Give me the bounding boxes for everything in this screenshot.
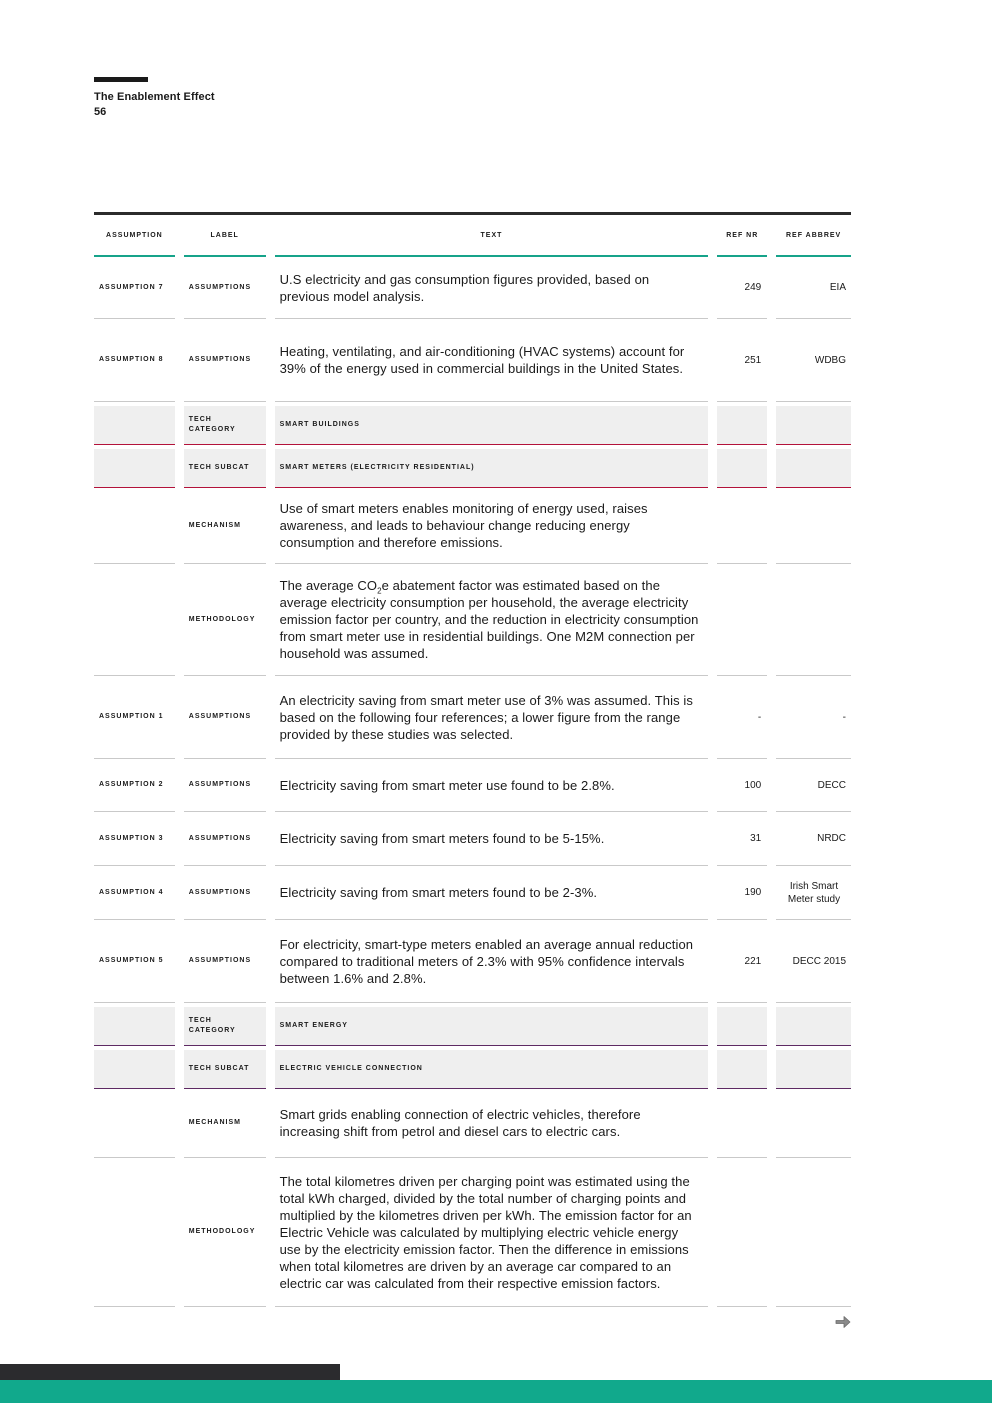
ref-nr-cell: 249	[744, 282, 762, 293]
table-row	[94, 759, 851, 812]
label-cell: ASSUMPTIONS	[188, 713, 252, 720]
ref-abbrev-cell: -	[842, 711, 846, 723]
text-cell: Electricity saving from smart meters found to be 2-3%.	[279, 885, 598, 900]
text-cell: The total kilometres driven per charging point was estimated using the total kWh charged, divided by the total number of charging points and multiplied by the kilometres driven per kWh. The emission factor for an Electric Vehicle was calculated by multiplying electric vehicle energy use by the electricity emission factor. Then the difference in emissions when total kilometres are driven by an average car compared to an electric car was calculated from their respective emission factors.	[279, 1173, 692, 1291]
assumption-cell: ASSUMPTION 7	[99, 283, 164, 291]
tech-subcat-value: ELECTRIC VEHICLE CONNECTION	[279, 1065, 423, 1072]
label-cell: METHODOLOGY	[188, 615, 256, 623]
table-row	[94, 1089, 851, 1158]
footer-teal-band	[0, 1380, 992, 1403]
ref-nr-cell: -	[757, 711, 762, 723]
label-cell: ASSUMPTIONS	[188, 781, 252, 788]
text-cell: For electricity, smart-type meters enabled an average annual reduction compared to traditional meters of 2.3% with 95% confidence intervals between 1.6% and 2.8%.	[279, 936, 694, 986]
ref-abbrev-cell: DECC 2015	[792, 955, 846, 967]
column-header-text: TEXT	[480, 231, 503, 239]
document-title: The Enablement Effect	[94, 91, 215, 103]
label-cell: ASSUMPTIONS	[188, 957, 252, 964]
table-row	[94, 1158, 851, 1307]
assumption-cell: ASSUMPTION 3	[99, 834, 164, 842]
table-row	[94, 676, 851, 759]
assumption-cell: ASSUMPTION 2	[99, 781, 164, 788]
table-row	[94, 920, 851, 1003]
text-cell: Electricity saving from smart meters found to be 5-15%.	[279, 831, 605, 846]
table-row	[94, 319, 851, 402]
label-cell: ASSUMPTIONS	[188, 888, 252, 896]
assumption-cell: ASSUMPTION 1	[99, 713, 164, 720]
page-number: 56	[94, 106, 107, 118]
ref-nr-cell: 190	[744, 887, 762, 898]
assumptions-table	[94, 215, 851, 1307]
tech-subcat-row	[94, 449, 851, 488]
text-cell: U.S electricity and gas consumption figures provided, based on previous model analysis.	[279, 271, 650, 304]
ref-nr-cell: 100	[744, 779, 762, 791]
column-header-assumption: ASSUMPTION	[106, 231, 163, 239]
table-row	[94, 564, 851, 676]
label-cell: METHODOLOGY	[188, 1228, 256, 1235]
column-header-ref-nr: REF NR	[726, 231, 759, 239]
ref-nr-cell: 221	[744, 955, 762, 967]
ref-abbrev-cell: Irish Smart Meter study	[787, 880, 841, 905]
label-cell: ASSUMPTIONS	[188, 834, 252, 842]
table-row	[94, 866, 851, 920]
ref-abbrev-cell: WDBG	[814, 354, 846, 366]
ref-nr-cell: 251	[744, 354, 762, 366]
text-cell: Smart grids enabling connection of electric vehicles, therefore increasing shift from petrol and diesel cars to electric cars.	[279, 1107, 641, 1139]
column-header-ref-abbrev: REF ABBREV	[785, 231, 842, 239]
ref-nr-cell: 31	[750, 833, 762, 844]
label-cell: TECH CATEGORY	[188, 416, 236, 433]
tech-category-row	[94, 1007, 851, 1046]
text-cell: Heating, ventilating, and air-conditioning (HVAC systems) account for 39% of the energy used in commercial buildings in the United States.	[279, 344, 685, 376]
table-row	[94, 488, 851, 564]
ref-abbrev-cell: DECC	[817, 779, 846, 791]
label-cell: MECHANISM	[188, 1119, 241, 1126]
tech-subcat-value: SMART METERS (ELECTRICITY RESIDENTIAL)	[279, 464, 475, 471]
table-header-row	[94, 215, 851, 257]
tech-category-value: SMART ENERGY	[279, 1022, 348, 1029]
ref-abbrev-cell: NRDC	[817, 833, 846, 844]
column-header-label: LABEL	[210, 231, 239, 239]
footer-dark-band	[0, 1364, 340, 1380]
label-cell: TECH SUBCAT	[188, 464, 250, 471]
table-row	[94, 812, 851, 866]
ref-abbrev-cell: EIA	[829, 282, 846, 293]
assumption-cell: ASSUMPTION 4	[99, 888, 164, 896]
text-segment: e abatement factor was estimated based on the average electricity consumption per household, the average electricity emission factor per country, and the reduction in electricity consumption from smart meter use in residential buildings. One M2M connection per household was assumed.	[279, 578, 699, 661]
header-rule	[94, 77, 148, 82]
tech-category-row	[94, 406, 851, 445]
tech-subcat-row	[94, 1050, 851, 1089]
arrow-right-icon[interactable]	[834, 1313, 852, 1331]
table-row	[94, 257, 851, 319]
assumption-cell: ASSUMPTION 5	[99, 957, 164, 964]
text-cell: Electricity saving from smart meter use found to be 2.8%.	[279, 777, 615, 793]
text-cell: Use of smart meters enables monitoring of energy used, raises awareness, and leads to behaviour change reducing energy consumption and therefore emissions.	[279, 501, 648, 550]
assumption-cell: ASSUMPTION 8	[99, 356, 164, 363]
label-cell: TECH CATEGORY	[188, 1017, 236, 1034]
text-segment: The average CO	[279, 578, 378, 593]
label-cell: TECH SUBCAT	[188, 1065, 250, 1072]
text-cell: An electricity saving from smart meter use of 3% was assumed. This is based on the following four references; a lower figure from the range provided by these studies was selected.	[279, 692, 693, 742]
subscript-two: 2	[377, 586, 382, 596]
label-cell: ASSUMPTIONS	[188, 283, 252, 291]
tech-category-value: SMART BUILDINGS	[279, 421, 360, 428]
label-cell: ASSUMPTIONS	[188, 356, 252, 363]
text-cell	[280, 577, 703, 662]
label-cell: MECHANISM	[188, 521, 241, 529]
